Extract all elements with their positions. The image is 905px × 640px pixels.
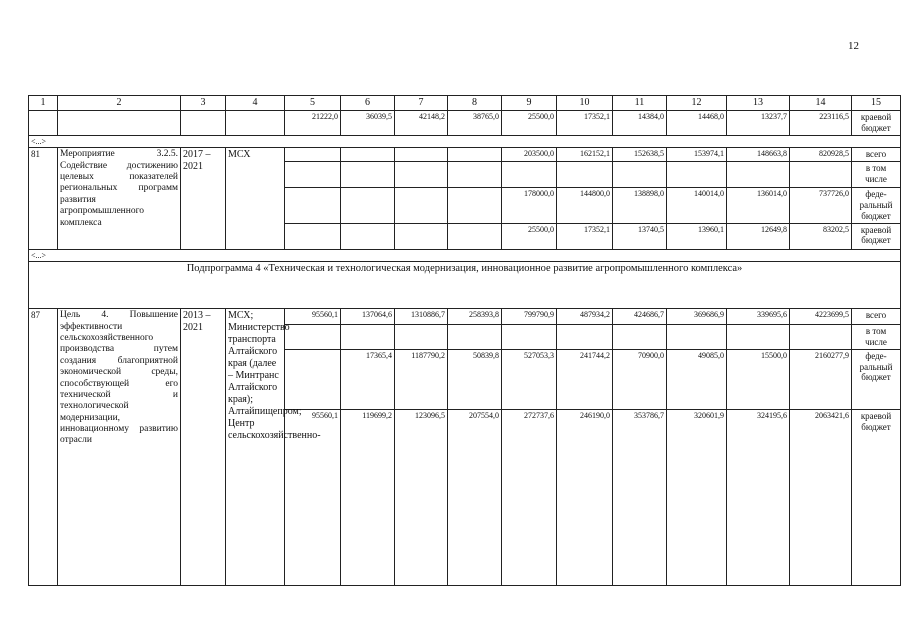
value-cell: 4223699,5 — [790, 309, 852, 325]
value-cell: 1310886,7 — [395, 309, 448, 325]
value-cell: 737726,0 — [790, 188, 852, 223]
value-cell: 178000,0 — [502, 188, 557, 223]
ellipsis-marker: <...> — [29, 135, 901, 148]
table-cell — [181, 111, 226, 136]
table-body — [29, 96, 901, 586]
budget-type-cell: всего — [852, 309, 901, 325]
value-cell: 2160277,9 — [790, 349, 852, 409]
column-header: 10 — [557, 96, 613, 111]
column-header: 2 — [58, 96, 181, 111]
value-cell — [341, 148, 395, 162]
value-cell: 95560,1 — [285, 409, 341, 585]
value-cell — [502, 325, 557, 350]
value-cell — [395, 325, 448, 350]
column-header: 8 — [448, 96, 502, 111]
value-cell: 424686,7 — [613, 309, 667, 325]
value-cell — [341, 325, 395, 350]
value-cell — [613, 325, 667, 350]
value-cell: 17352,1 — [557, 111, 613, 136]
executor-cell: МСХ — [226, 148, 285, 249]
value-cell — [448, 162, 502, 188]
value-cell — [557, 325, 613, 350]
executor-cell: МСХ; Министерство транспорта Алтайского края (далее – Минтранс Алтайского края); Алтайпищепром; Центр сельскохозяйственно- — [226, 309, 285, 586]
value-cell — [395, 162, 448, 188]
value-cell — [341, 162, 395, 188]
value-cell: 144800,0 — [557, 188, 613, 223]
value-cell — [285, 325, 341, 350]
column-header: 1 — [29, 96, 58, 111]
value-cell: 2063421,6 — [790, 409, 852, 585]
value-cell: 241744,2 — [557, 349, 613, 409]
value-cell — [448, 188, 502, 223]
ellipsis-row — [29, 135, 901, 148]
value-cell: 487934,2 — [557, 309, 613, 325]
value-cell: 138898,0 — [613, 188, 667, 223]
value-cell: 223116,5 — [790, 111, 852, 136]
value-cell: 12649,8 — [727, 223, 790, 249]
value-cell: 137064,6 — [341, 309, 395, 325]
value-cell — [448, 223, 502, 249]
column-header: 14 — [790, 96, 852, 111]
value-cell: 140014,0 — [667, 188, 727, 223]
column-header: 6 — [341, 96, 395, 111]
value-cell: 42148,2 — [395, 111, 448, 136]
column-header: 7 — [395, 96, 448, 111]
value-cell: 95560,1 — [285, 309, 341, 325]
value-cell: 820928,5 — [790, 148, 852, 162]
value-cell: 320601,9 — [667, 409, 727, 585]
value-cell: 246190,0 — [557, 409, 613, 585]
value-cell — [395, 188, 448, 223]
program-table — [28, 95, 901, 586]
value-cell: 17352,1 — [557, 223, 613, 249]
value-cell: 70900,0 — [613, 349, 667, 409]
value-cell: 162152,1 — [557, 148, 613, 162]
value-cell: 369686,9 — [667, 309, 727, 325]
value-cell: 119699,2 — [341, 409, 395, 585]
row-number: 81 — [29, 148, 58, 249]
value-cell — [557, 162, 613, 188]
value-cell: 1187790,2 — [395, 349, 448, 409]
value-cell — [341, 223, 395, 249]
value-cell — [285, 162, 341, 188]
column-header: 13 — [727, 96, 790, 111]
value-cell — [727, 325, 790, 350]
value-cell: 799790,9 — [502, 309, 557, 325]
value-cell — [285, 349, 341, 409]
value-cell — [395, 223, 448, 249]
column-header: 11 — [613, 96, 667, 111]
value-cell: 14384,0 — [613, 111, 667, 136]
value-cell: 36039,5 — [341, 111, 395, 136]
value-cell: 21222,0 — [285, 111, 341, 136]
value-cell: 258393,8 — [448, 309, 502, 325]
column-header: 4 — [226, 96, 285, 111]
budget-type-cell: всего — [852, 148, 901, 162]
value-cell: 527053,3 — [502, 349, 557, 409]
value-cell: 25500,0 — [502, 223, 557, 249]
table-cell — [58, 111, 181, 136]
period-cell: 2017 – 2021 — [181, 148, 226, 249]
subprogram-row — [29, 262, 901, 309]
value-cell — [502, 162, 557, 188]
value-cell — [395, 148, 448, 162]
page-number: 12 — [848, 40, 859, 52]
value-cell: 83202,5 — [790, 223, 852, 249]
value-cell: 49085,0 — [667, 349, 727, 409]
budget-type-cell: в том числе — [852, 162, 901, 188]
value-cell — [448, 325, 502, 350]
value-cell — [285, 223, 341, 249]
measure-description: Цель 4. Повышение эффективности сельскохозяйственного производства путем создания благоприятной экономической среды, способствующей его технической и технологической модернизации, инновационному развитию отрасли — [58, 309, 181, 586]
table-row — [29, 148, 901, 162]
value-cell: 13237,7 — [727, 111, 790, 136]
column-header: 9 — [502, 96, 557, 111]
budget-type-cell: феде- ральный бюджет — [852, 188, 901, 223]
ellipsis-row — [29, 249, 901, 262]
value-cell — [341, 188, 395, 223]
ellipsis-marker: <...> — [29, 249, 901, 262]
period-cell: 2013 – 2021 — [181, 309, 226, 586]
budget-type-cell: феде- ральный бюджет — [852, 349, 901, 409]
value-cell — [613, 162, 667, 188]
value-cell — [448, 148, 502, 162]
table-row — [29, 309, 901, 325]
value-cell: 152638,5 — [613, 148, 667, 162]
value-cell: 17365,4 — [341, 349, 395, 409]
value-cell: 13960,1 — [667, 223, 727, 249]
value-cell: 136014,0 — [727, 188, 790, 223]
budget-type-cell: краевой бюджет — [852, 111, 901, 136]
value-cell: 272737,6 — [502, 409, 557, 585]
value-cell — [667, 162, 727, 188]
value-cell: 15500,0 — [727, 349, 790, 409]
budget-type-cell: краевой бюджет — [852, 223, 901, 249]
budget-type-cell: в том числе — [852, 325, 901, 350]
value-cell: 324195,6 — [727, 409, 790, 585]
value-cell: 339695,6 — [727, 309, 790, 325]
value-cell — [727, 162, 790, 188]
value-cell: 25500,0 — [502, 111, 557, 136]
column-header: 3 — [181, 96, 226, 111]
value-cell: 123096,5 — [395, 409, 448, 585]
table-cell — [226, 111, 285, 136]
table-row — [29, 111, 901, 136]
value-cell — [285, 188, 341, 223]
budget-type-cell: краевой бюджет — [852, 409, 901, 585]
value-cell — [790, 325, 852, 350]
table-cell — [29, 111, 58, 136]
column-header: 12 — [667, 96, 727, 111]
value-cell — [667, 325, 727, 350]
value-cell — [790, 162, 852, 188]
value-cell: 14468,0 — [667, 111, 727, 136]
subprogram-title: Подпрограмма 4 «Техническая и технологическая модернизация, инновационное развитие агропромышленного комплекса» — [29, 262, 901, 309]
value-cell: 203500,0 — [502, 148, 557, 162]
value-cell: 353786,7 — [613, 409, 667, 585]
value-cell — [285, 148, 341, 162]
value-cell: 50839,8 — [448, 349, 502, 409]
value-cell: 207554,0 — [448, 409, 502, 585]
header-row — [29, 96, 901, 111]
column-header: 5 — [285, 96, 341, 111]
value-cell: 148663,8 — [727, 148, 790, 162]
column-header: 15 — [852, 96, 901, 111]
value-cell: 153974,1 — [667, 148, 727, 162]
value-cell: 13740,5 — [613, 223, 667, 249]
row-number: 87 — [29, 309, 58, 586]
measure-description: Мероприятие 3.2.5. Содействие достижению целевых показателей региональных программ развития агропромышленного комплекса — [58, 148, 181, 249]
value-cell: 38765,0 — [448, 111, 502, 136]
